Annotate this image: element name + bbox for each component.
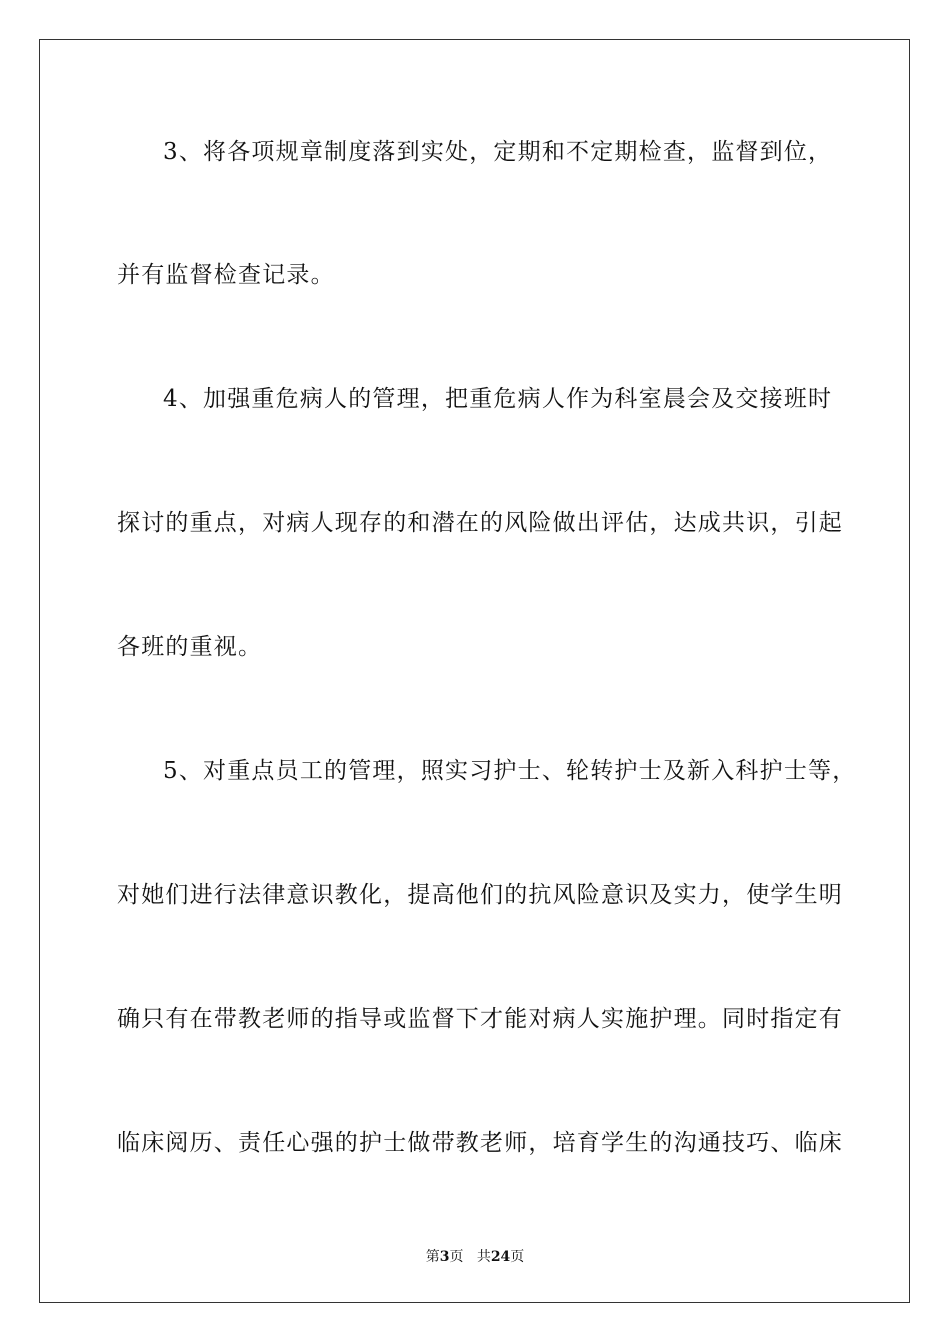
paragraph-3-line-1: 3、将各项规章制度落到实处，定期和不定期检查，监督到位， [163, 139, 833, 165]
paragraph-3-line-2: 并有监督检查记录。 [117, 262, 335, 288]
footer-total-pages: 24 [490, 1249, 511, 1265]
paragraph-5-line-3: 确只有在带教老师的指导或监督下才能对病人实施护理。同时指定有 [117, 1006, 843, 1032]
paragraph-5-line-1: 5、对重点员工的管理，照实习护士、轮转护士及新入科护士等， [163, 758, 857, 784]
paragraph-5-line-4: 临床阅历、责任心强的护士做带教老师，培育学生的沟通技巧、临床 [117, 1130, 843, 1156]
paragraph-5-line-2: 对她们进行法律意识教化，提高他们的抗风险意识及实力，使学生明 [117, 882, 843, 908]
footer-page-word: 页 [449, 1249, 464, 1265]
footer-total-prefix: 共 [476, 1249, 491, 1265]
page-border [39, 39, 910, 1303]
paragraph-4-line-1: 4、加强重危病人的管理，把重危病人作为科室晨会及交接班时 [163, 386, 833, 412]
paragraph-4-line-2: 探讨的重点，对病人现存的和潜在的风险做出评估，达成共识，引起 [117, 510, 843, 536]
paragraph-4-line-3: 各班的重视。 [117, 634, 263, 660]
footer-total-suffix: 页 [510, 1249, 525, 1265]
footer-prefix: 第 [425, 1249, 440, 1265]
footer-current-page: 3 [439, 1249, 450, 1265]
page-footer [0, 1248, 950, 1266]
